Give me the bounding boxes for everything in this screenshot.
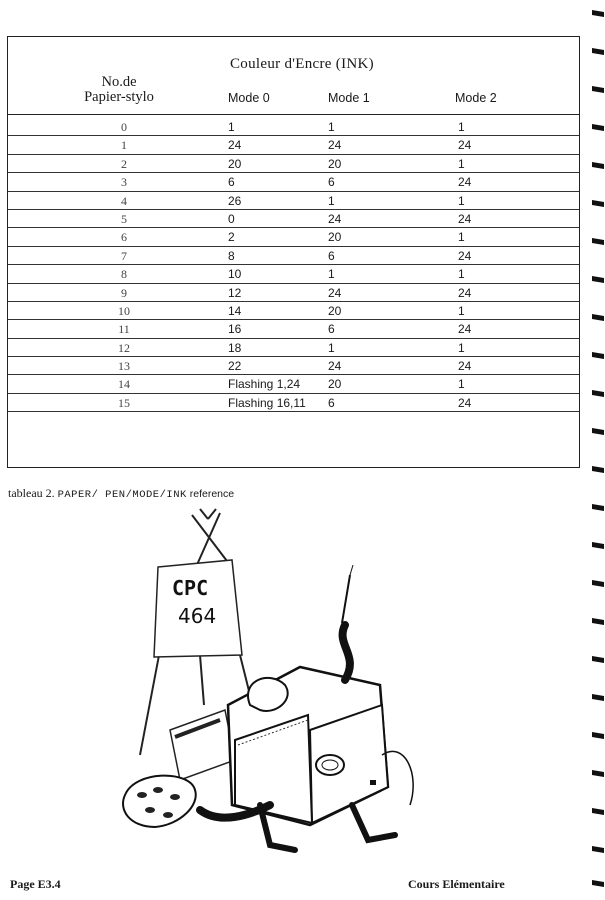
caption-prefix: tableau 2. [8,486,55,500]
mode1-header: Mode 1 [328,91,370,105]
mode2-cell: 1 [458,230,465,245]
pen-number-cell: 2 [121,156,127,171]
table-caption [8,486,234,501]
mode0-cell: 20 [228,156,242,171]
mode1-cell: 1 [328,267,335,282]
table-body [8,118,579,430]
mode0-cell: 8 [228,248,235,263]
table-row [8,265,579,283]
mode1-cell: 20 [328,230,342,245]
mode2-cell: 1 [458,156,465,171]
pen-number-cell: 15 [118,395,130,410]
table-row [8,247,579,265]
pen-number-header-line1: No.de [101,74,137,90]
mode0-cell: 12 [228,285,242,300]
mode0-cell: 18 [228,340,242,355]
pen-number-cell: 1 [121,138,127,153]
mode1-cell: 6 [328,395,335,410]
mode1-cell: 20 [328,377,342,392]
table-row [8,228,579,246]
mode2-cell: 24 [458,359,472,374]
pen-number-cell: 0 [121,120,127,134]
computer-painter-illustration [120,505,420,865]
ink-reference-table [7,36,580,468]
table-row [8,136,579,154]
table-row [8,210,579,228]
pen-number-cell: 3 [121,175,127,190]
pen-number-cell: 6 [121,230,127,245]
mode0-cell: 14 [228,303,242,318]
mode0-cell: Flashing 16,11 [228,395,306,410]
mode2-cell: 1 [458,193,465,208]
pen-number-cell: 14 [118,377,130,392]
mode2-cell: 24 [458,395,472,410]
mode2-cell: 24 [458,211,472,226]
mode1-cell: 6 [328,175,335,190]
mode0-cell: 0 [228,211,235,226]
mode2-cell: 24 [458,322,472,337]
mode0-cell: 1 [228,120,235,134]
header-divider [8,114,579,115]
table-row [8,320,579,338]
pen-number-cell: 13 [118,359,130,374]
easel-text-cpc: CPC [172,576,209,600]
mode2-cell: 1 [458,267,465,282]
mode2-cell: 24 [458,138,472,153]
mode2-cell: 24 [458,285,472,300]
pen-number-cell: 8 [121,267,127,282]
mode0-cell: 2 [228,230,235,245]
pen-number-cell: 10 [118,303,130,318]
mode2-cell: 1 [458,340,465,355]
pen-number-cell: 12 [118,340,130,355]
mode0-cell: 16 [228,322,242,337]
mode0-cell: 22 [228,359,242,374]
table-row [8,192,579,210]
mode2-cell: 1 [458,303,465,318]
mode0-cell: 24 [228,138,242,153]
mode1-cell: 20 [328,303,342,318]
course-title: Cours Elémentaire [408,877,505,891]
mode2-cell: 24 [458,248,472,263]
mode0-cell: 6 [228,175,235,190]
mode1-cell: 24 [328,359,342,374]
table-row [8,302,579,320]
caption-suffix: reference [189,488,235,500]
page-number: Page E3.4 [10,877,61,891]
mode0-cell: Flashing 1,24 [228,377,301,392]
table-row-empty [8,412,579,429]
mode1-cell: 1 [328,193,335,208]
mode1-cell: 24 [328,285,342,300]
table-row [8,339,579,357]
pen-number-cell: 5 [121,211,127,226]
mode1-cell: 24 [328,138,342,153]
table-row [8,118,579,136]
mode1-cell: 20 [328,156,342,171]
pen-number-cell: 9 [121,285,127,300]
table-row [8,394,579,412]
mode2-cell: 1 [458,377,465,392]
pen-number-header-line2: Papier-stylo [84,89,154,105]
binding-holes [588,0,605,900]
table-row [8,155,579,173]
pen-number-cell: 4 [121,193,127,208]
mode1-cell: 1 [328,120,335,134]
mode0-cell: 26 [228,193,242,208]
table-row [8,375,579,393]
mode2-cell: 1 [458,120,465,134]
pen-number-header [64,75,174,105]
table-row [8,173,579,191]
easel-text-464: 464 [178,604,217,628]
ink-colour-group-header: Couleur d'Encre (INK) [230,56,374,72]
mode2-header: Mode 2 [455,91,497,105]
pen-number-cell: 11 [118,322,130,337]
mode1-cell: 6 [328,322,335,337]
table-row [8,284,579,302]
mode1-cell: 1 [328,340,335,355]
caption-code: PAPER/ PEN/MODE/INK [57,489,187,501]
mode2-cell: 24 [458,175,472,190]
pen-number-cell: 7 [121,248,127,263]
table-row [8,357,579,375]
mode1-cell: 6 [328,248,335,263]
mode0-cell: 10 [228,267,242,282]
mode0-header: Mode 0 [228,91,270,105]
mode1-cell: 24 [328,211,342,226]
